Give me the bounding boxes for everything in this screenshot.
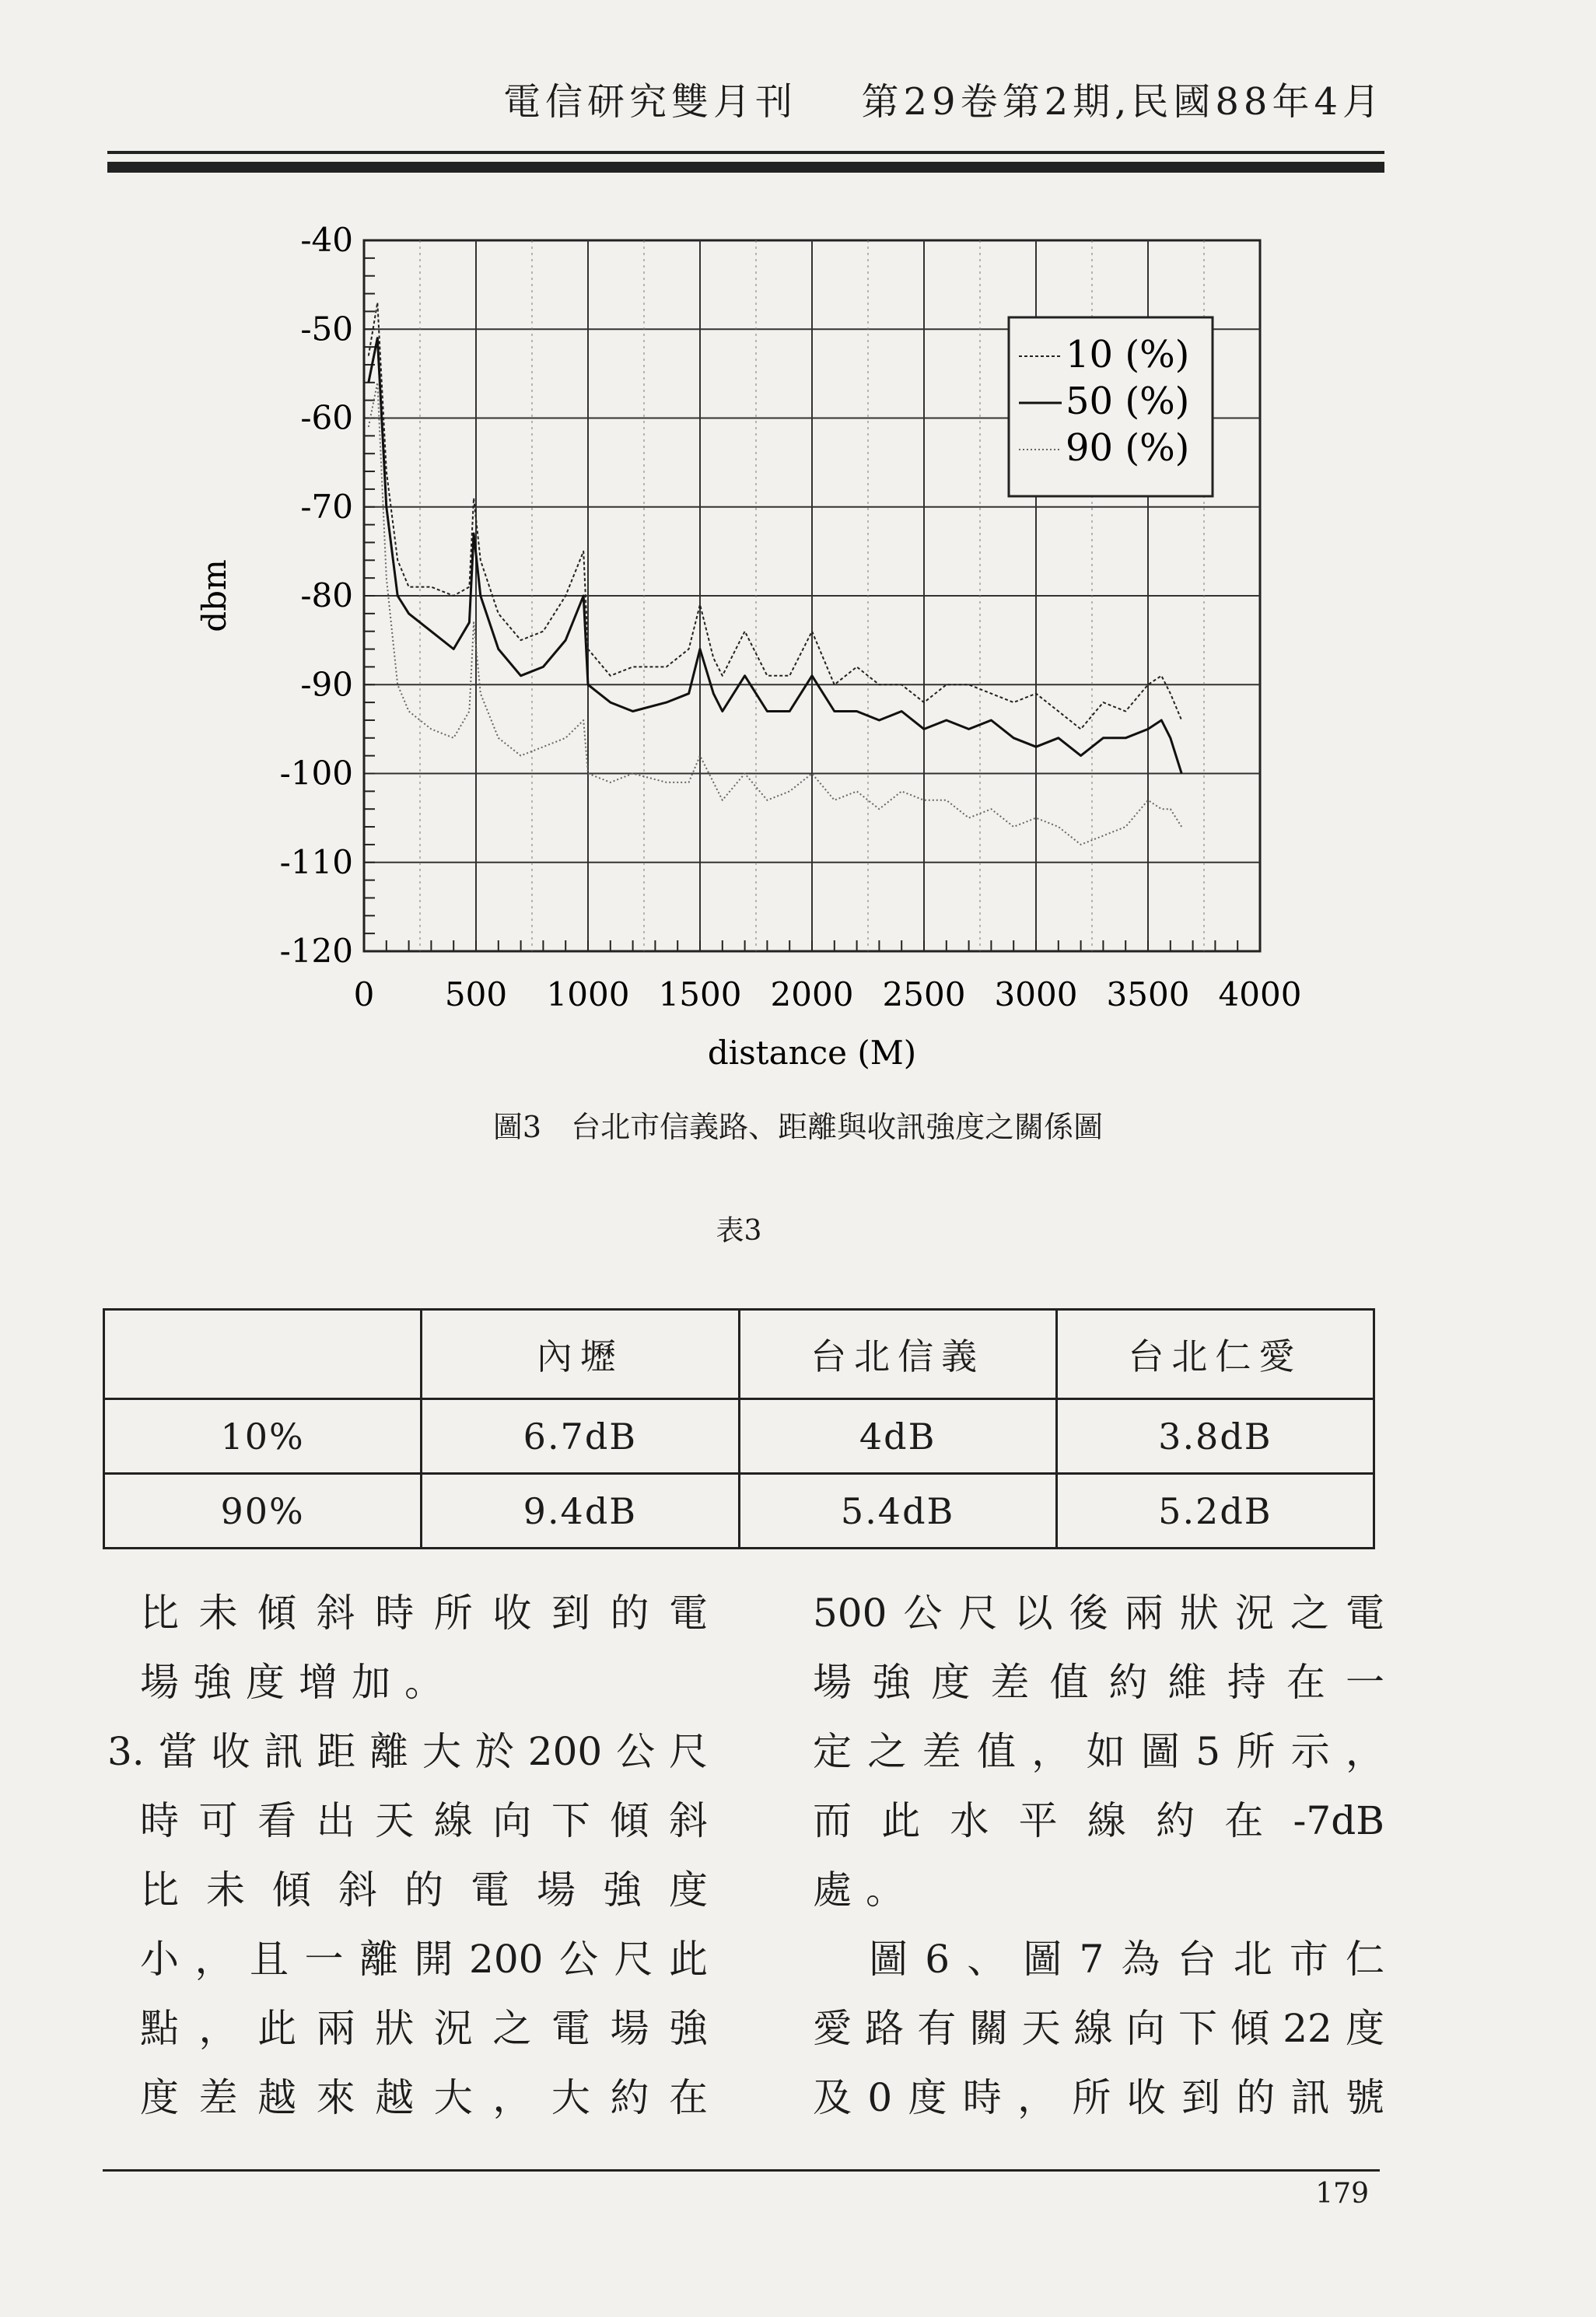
body-line: 場強度增加。: [140, 1660, 457, 1705]
x-tick-label: 1000: [546, 975, 630, 1013]
y-tick-label: -40: [300, 221, 353, 259]
x-tick-label: 3000: [994, 975, 1078, 1013]
footer-rule: [103, 2169, 1380, 2172]
figure-caption: 圖3 台北市信義路、距離與收訊強度之關係圖: [492, 1110, 1104, 1144]
table-header-cell: 台北仁愛: [1056, 1310, 1374, 1399]
table-header-cell: [104, 1310, 422, 1399]
figure-3-chart: [0, 0, 1596, 1089]
y-tick-label: -100: [279, 754, 353, 793]
table-cell: 90%: [104, 1474, 422, 1549]
issue-info: 第29卷第2期,民國88年4月: [861, 80, 1384, 124]
body-line: 而此水平線約在-7dB: [813, 1798, 1384, 1843]
y-tick-label: -70: [300, 487, 353, 526]
y-tick-label: -80: [300, 576, 353, 614]
y-tick-label: -90: [300, 665, 353, 704]
body-line: 圖6、圖7為台北市仁: [813, 1937, 1384, 1982]
table-header-cell: 內壢: [422, 1310, 739, 1399]
x-tick-label: 1500: [658, 975, 742, 1013]
table-cell: 10%: [104, 1399, 422, 1474]
x-tick-label: 2000: [770, 975, 854, 1013]
body-column-right: [813, 1579, 1384, 2133]
body-line: 及0度時，所收到的訊號: [813, 2075, 1384, 2120]
y-tick-label: -50: [300, 310, 353, 348]
x-tick-label: 0: [353, 975, 375, 1013]
page-number: 179: [1315, 2178, 1369, 2210]
body-line: 500公尺以後兩狀況之電: [813, 1591, 1384, 1636]
y-tick-label: -120: [279, 932, 353, 970]
table-cell: 6.7dB: [422, 1399, 739, 1474]
table-header-row: [104, 1310, 1374, 1399]
body-line: 時可看出天線向下傾斜: [140, 1798, 708, 1843]
table-row: [104, 1474, 1374, 1549]
table-cell: 3.8dB: [1056, 1399, 1374, 1474]
comparison-table: [103, 1308, 1375, 1549]
legend-label-90: 90 (%): [1066, 426, 1190, 470]
legend: [1009, 317, 1213, 496]
x-tick-label: 2500: [882, 975, 966, 1013]
y-tick-label: -60: [300, 398, 353, 437]
body-line: 愛路有關天線向下傾22度: [813, 2006, 1384, 2051]
x-tick-label: 500: [444, 975, 508, 1013]
body-line: 比未傾斜時所收到的電: [140, 1591, 708, 1636]
table-header-cell: 台北信義: [739, 1310, 1056, 1399]
table-cell: 9.4dB: [422, 1474, 739, 1549]
table-cell: 4dB: [739, 1399, 1056, 1474]
y-tick-label: -110: [279, 842, 353, 881]
y-axis-label: dbm: [195, 559, 233, 632]
body-column-left: [107, 1579, 708, 2133]
x-tick-label: 3500: [1106, 975, 1190, 1013]
table-cell: 5.2dB: [1056, 1474, 1374, 1549]
table-row: [104, 1399, 1374, 1474]
table-label: 表3: [716, 1215, 762, 1247]
legend-label-50: 50 (%): [1066, 380, 1190, 423]
body-line: 處。: [813, 1867, 919, 1913]
x-axis-label: distance (M): [707, 1034, 917, 1072]
body-line: 比未傾斜的電場強度: [140, 1867, 708, 1913]
legend-label-10: 10 (%): [1066, 333, 1190, 376]
journal-title: 電信研究雙月刊: [502, 80, 797, 124]
body-line: 點，此兩狀況之電場強: [140, 2006, 708, 2051]
body-line: 小，且一離開200公尺此: [140, 1937, 708, 1982]
body-line: 度差越來越大，大約在: [140, 2075, 708, 2120]
body-line: 場強度差值約維持在一: [813, 1660, 1384, 1705]
body-line: 3.當收訊距離大於200公尺: [107, 1729, 708, 1774]
body-line: 定之差值，如圖5所示，: [813, 1729, 1384, 1774]
x-tick-label: 4000: [1218, 975, 1302, 1013]
table-cell: 5.4dB: [739, 1474, 1056, 1549]
